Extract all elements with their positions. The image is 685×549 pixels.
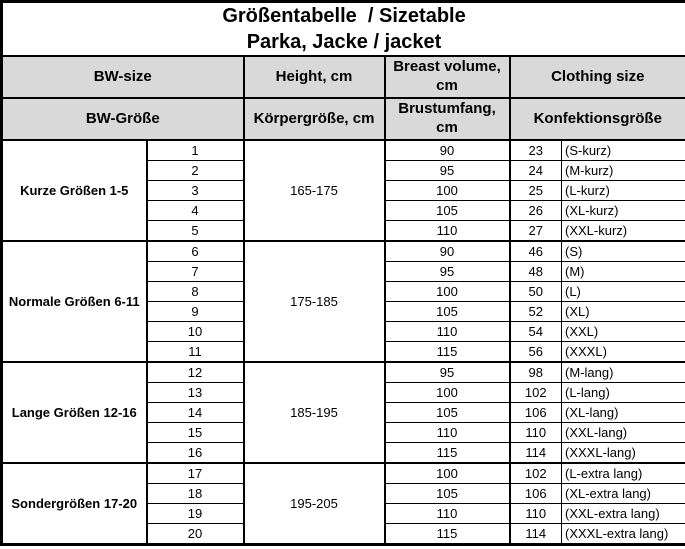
- height-cell: 195-205: [244, 463, 385, 545]
- clothing-number-cell: 106: [510, 403, 562, 423]
- size-cell: 8: [147, 282, 244, 302]
- clothing-number-cell: 106: [510, 484, 562, 504]
- size-cell: 6: [147, 241, 244, 262]
- clothing-label-cell: (XXXL): [562, 342, 685, 363]
- clothing-number-cell: 98: [510, 362, 562, 383]
- breast-cell: 95: [385, 161, 510, 181]
- breast-cell: 115: [385, 443, 510, 464]
- size-cell: 9: [147, 302, 244, 322]
- size-cell: 19: [147, 504, 244, 524]
- header-clothing-de: Konfektionsgröße: [510, 98, 685, 140]
- clothing-number-cell: 50: [510, 282, 562, 302]
- size-cell: 10: [147, 322, 244, 342]
- clothing-number-cell: 27: [510, 221, 562, 242]
- breast-cell: 115: [385, 524, 510, 545]
- clothing-label-cell: (XXL-lang): [562, 423, 685, 443]
- clothing-label-cell: (XXXL-lang): [562, 443, 685, 464]
- size-cell: 1: [147, 140, 244, 161]
- header-height-en: Height, cm: [244, 56, 385, 98]
- clothing-number-cell: 24: [510, 161, 562, 181]
- size-cell: 3: [147, 181, 244, 201]
- clothing-label-cell: (L-lang): [562, 383, 685, 403]
- breast-cell: 105: [385, 302, 510, 322]
- clothing-label-cell: (S-kurz): [562, 140, 685, 161]
- header-bw-size-en: BW-size: [2, 56, 244, 98]
- header-row-en: [2, 56, 685, 98]
- clothing-number-cell: 52: [510, 302, 562, 322]
- group-label-cell: Sondergrößen 17-20: [2, 463, 147, 545]
- breast-cell: 110: [385, 221, 510, 242]
- clothing-label-cell: (XL): [562, 302, 685, 322]
- clothing-number-cell: 46: [510, 241, 562, 262]
- height-cell: 165-175: [244, 140, 385, 241]
- breast-cell: 100: [385, 282, 510, 302]
- size-cell: 4: [147, 201, 244, 221]
- size-cell: 7: [147, 262, 244, 282]
- size-cell: 11: [147, 342, 244, 363]
- size-cell: 14: [147, 403, 244, 423]
- clothing-number-cell: 56: [510, 342, 562, 363]
- clothing-number-cell: 110: [510, 423, 562, 443]
- header-row-de: [2, 98, 685, 140]
- clothing-label-cell: (M-kurz): [562, 161, 685, 181]
- breast-cell: 90: [385, 241, 510, 262]
- table-row: [2, 463, 685, 484]
- clothing-label-cell: (L): [562, 282, 685, 302]
- breast-cell: 105: [385, 484, 510, 504]
- breast-cell: 100: [385, 463, 510, 484]
- clothing-number-cell: 25: [510, 181, 562, 201]
- title-line-2: Parka, Jacke / jacket: [246, 31, 442, 53]
- header-height-de: Körpergröße, cm: [244, 98, 385, 140]
- breast-cell: 110: [385, 423, 510, 443]
- size-cell: 18: [147, 484, 244, 504]
- clothing-number-cell: 114: [510, 524, 562, 545]
- breast-cell: 95: [385, 262, 510, 282]
- height-cell: 175-185: [244, 241, 385, 362]
- size-cell: 13: [147, 383, 244, 403]
- breast-cell: 100: [385, 383, 510, 403]
- breast-cell: 115: [385, 342, 510, 363]
- table-title: [2, 2, 685, 57]
- clothing-label-cell: (M-lang): [562, 362, 685, 383]
- clothing-label-cell: (L-kurz): [562, 181, 685, 201]
- breast-cell: 110: [385, 322, 510, 342]
- table-row: [2, 241, 685, 262]
- breast-cell: 90: [385, 140, 510, 161]
- clothing-number-cell: 48: [510, 262, 562, 282]
- header-bw-size-de: BW-Größe: [2, 98, 244, 140]
- breast-cell: 105: [385, 201, 510, 221]
- group-label-cell: Kurze Größen 1-5: [2, 140, 147, 241]
- title-line-1: Größentabelle / Sizetable: [222, 5, 466, 27]
- size-cell: 15: [147, 423, 244, 443]
- clothing-label-cell: (XL-kurz): [562, 201, 685, 221]
- clothing-number-cell: 26: [510, 201, 562, 221]
- clothing-number-cell: 110: [510, 504, 562, 524]
- breast-cell: 105: [385, 403, 510, 423]
- clothing-number-cell: 114: [510, 443, 562, 464]
- breast-cell: 95: [385, 362, 510, 383]
- clothing-number-cell: 102: [510, 463, 562, 484]
- header-clothing-en: Clothing size: [510, 56, 685, 98]
- group-label-cell: Lange Größen 12-16: [2, 362, 147, 463]
- title-row: [2, 2, 685, 57]
- table-row: [2, 140, 685, 161]
- clothing-number-cell: 23: [510, 140, 562, 161]
- clothing-label-cell: (XXL-kurz): [562, 221, 685, 242]
- size-cell: 2: [147, 161, 244, 181]
- height-cell: 185-195: [244, 362, 385, 463]
- table-row: [2, 362, 685, 383]
- breast-cell: 110: [385, 504, 510, 524]
- header-breast-de: Brustumfang, cm: [385, 98, 510, 140]
- size-cell: 20: [147, 524, 244, 545]
- clothing-label-cell: (S): [562, 241, 685, 262]
- clothing-number-cell: 102: [510, 383, 562, 403]
- clothing-label-cell: (XL-lang): [562, 403, 685, 423]
- clothing-label-cell: (XXXL-extra lang): [562, 524, 685, 545]
- size-cell: 12: [147, 362, 244, 383]
- size-cell: 16: [147, 443, 244, 464]
- breast-cell: 100: [385, 181, 510, 201]
- size-cell: 5: [147, 221, 244, 242]
- clothing-label-cell: (M): [562, 262, 685, 282]
- clothing-label-cell: (XL-extra lang): [562, 484, 685, 504]
- group-label-cell: Normale Größen 6-11: [2, 241, 147, 362]
- clothing-label-cell: (L-extra lang): [562, 463, 685, 484]
- clothing-label-cell: (XXL-extra lang): [562, 504, 685, 524]
- clothing-label-cell: (XXL): [562, 322, 685, 342]
- clothing-number-cell: 54: [510, 322, 562, 342]
- size-cell: 17: [147, 463, 244, 484]
- header-breast-en: Breast volume, cm: [385, 56, 510, 98]
